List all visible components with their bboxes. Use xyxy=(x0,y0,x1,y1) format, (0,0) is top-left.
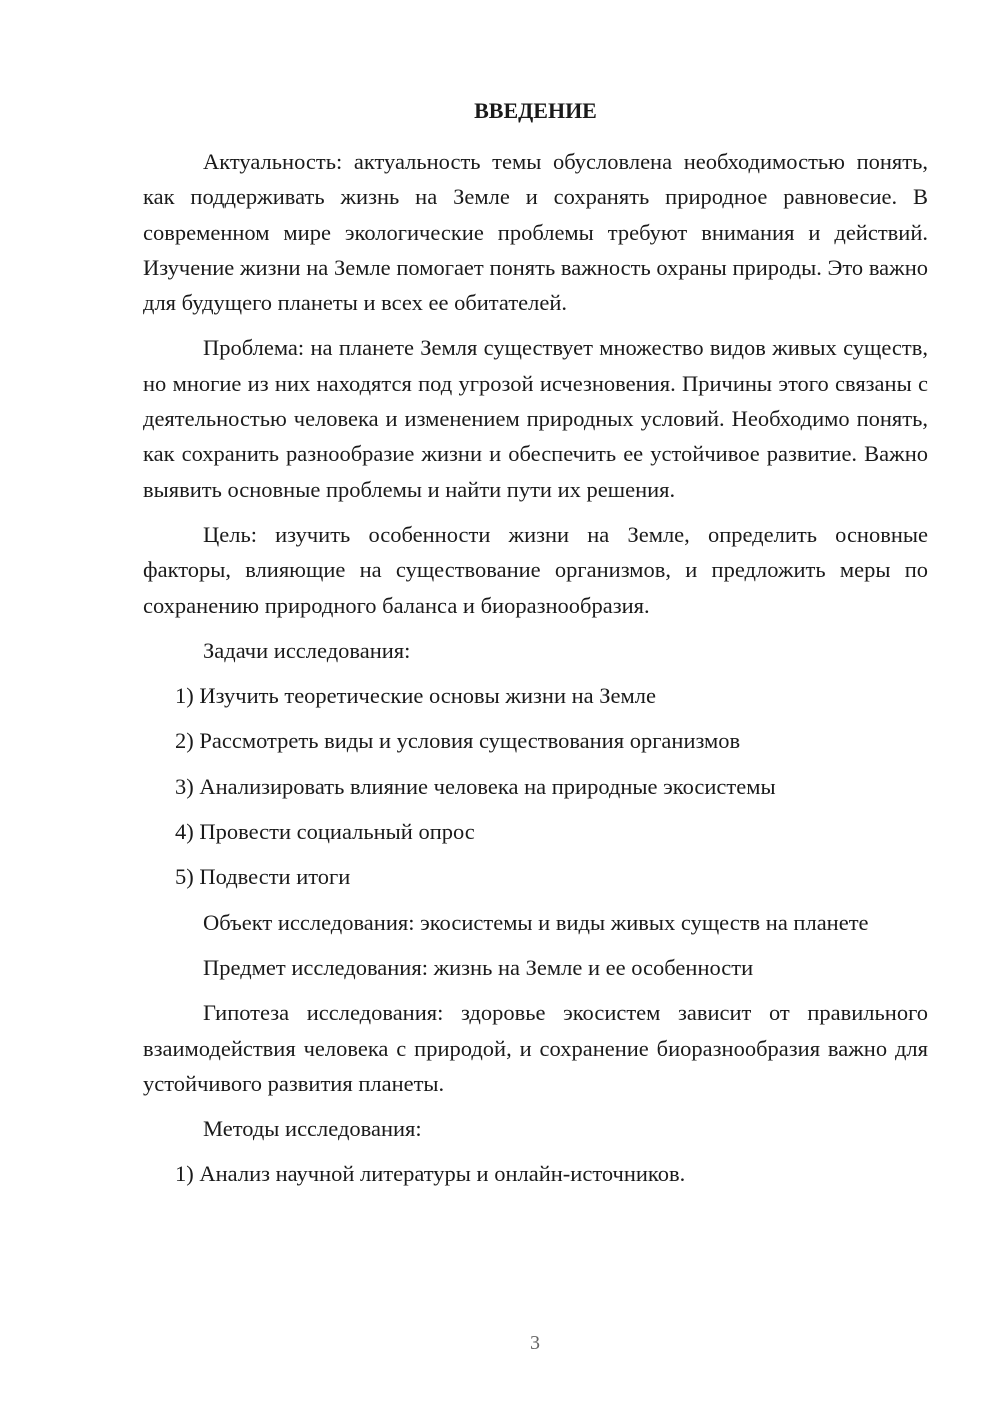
object-paragraph: Объект исследования: экосистемы и виды живых существ на планете xyxy=(203,909,869,935)
hypothesis-paragraph: Гипотеза исследования: здоровье экосистем зависит от правильного взаимодействия человека с природой, и сохранение биоразнообразия важно для устойчивого развития планеты. xyxy=(143,1000,928,1096)
page-number: 3 xyxy=(530,1332,540,1354)
page-content xyxy=(143,94,928,1202)
list-item: 4) Провести социальный опрос xyxy=(175,819,475,845)
list-item: 1) Анализ научной литературы и онлайн-источников. xyxy=(175,1161,686,1187)
page-title: ВВЕДЕНИЕ xyxy=(474,98,597,123)
problem-paragraph: Проблема: на планете Земля существует множество видов живых существ, но многие из них находятся под угрозой исчезновения. Причины этого связаны с деятельностью человека и изменением природных условий. Необходимо понять, как сохранить разнообразие жизни и обеспечить ее устойчивое развитие. Важно выявить основные проблемы и найти пути их решения. xyxy=(143,335,928,502)
tasks-heading: Задачи исследования: xyxy=(203,637,411,663)
list-item: 2) Рассмотреть виды и условия существования организмов xyxy=(175,728,741,754)
list-item: 3) Анализировать влияние человека на природные экосистемы xyxy=(175,773,776,799)
methods-heading: Методы исследования: xyxy=(203,1116,422,1142)
list-item: 5) Подвести итоги xyxy=(175,864,351,890)
tasks-list xyxy=(143,678,928,894)
goal-paragraph: Цель: изучить особенности жизни на Земле, определить основные факторы, влияющие на существование организмов, и предложить меры по сохранению природного баланса и биоразнообразия. xyxy=(143,521,928,618)
subject-paragraph: Предмет исследования: жизнь на Земле и ее особенности xyxy=(203,954,754,980)
list-item: 1) Изучить теоретические основы жизни на Земле xyxy=(175,683,656,709)
methods-list xyxy=(143,1156,928,1191)
relevance-paragraph: Актуальность: актуальность темы обусловлена необходимостью понять, как поддерживать жизнь на Земле и сохранять природное равновесие. В современном мире экологические проблемы требуют внимания и действий. Изучение жизни на Земле помогает понять важность охраны природы. Это важно для будущего планеты и всех ее обитателей. xyxy=(143,149,928,316)
